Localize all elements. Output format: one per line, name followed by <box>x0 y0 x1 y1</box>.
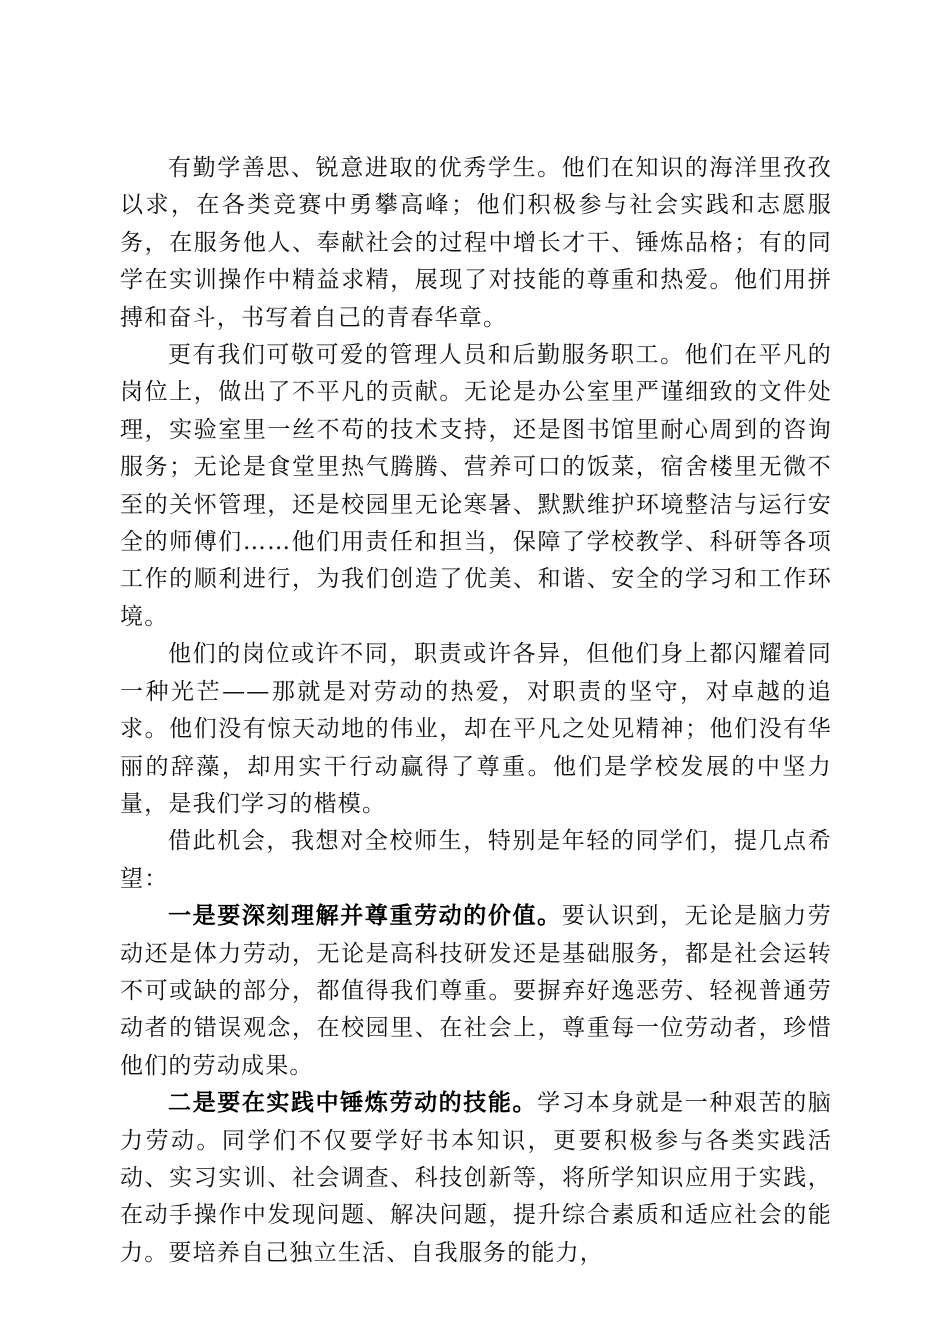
paragraph-hope-one <box>120 898 832 1085</box>
paragraph-text: 学习本身就是一种艰苦的脑力劳动。同学们不仅要学好书本知识，更要积极参与各类实践活动、实习实训、社会调查、科技创新等，将所学知识应用于实践，在动手操作中发现问题、解决问题，提升综合素质和适应社会的能力。要培养自己独立生活、自我服务的能力， <box>120 1090 833 1266</box>
paragraph-text: 借此机会，我想对全校师生，特别是年轻的同学们，提几点希望： <box>120 828 832 892</box>
paragraph-lead-bold: 二是要在实践中锤炼劳动的技能。 <box>168 1090 538 1117</box>
paragraph-text: 更有我们可敬可爱的管理人员和后勤服务职工。他们在平凡的岗位上，做出了不平凡的贡献。无论是办公室里严谨细致的文件处理，实验室里一丝不苟的技术支持，还是图书馆里耐心周到的咨询服务；无论是食堂里热气腾腾、营养可口的饭菜，宿舍楼里无微不至的关怀管理，还是校园里无论寒暑、默默维护环境整洁与运行安全的师傅们……他们用责任和担当，保障了学校教学、科研等各项工作的顺利进行，为我们创造了优美、和谐、安全的学习和工作环境。 <box>120 342 832 630</box>
paragraph-text: 要认识到，无论是脑力劳动还是体力劳动，无论是高科技研发还是基础服务，都是社会运转不可或缺的部分，都值得我们尊重。要摒弃好逸恶劳、轻视普通劳动者的错误观念，在校园里、在社会上，尊重每一位劳动者，珍惜他们的劳动成果。 <box>120 903 833 1079</box>
paragraph-excellent-students <box>120 150 832 337</box>
paragraph-text: 他们的岗位或许不同，职责或许各异，但他们身上都闪耀着同一种光芒——那就是对劳动的热爱，对职责的坚守，对卓越的追求。他们没有惊天动地的伟业，却在平凡之处见精神；他们没有华丽的辞藻，却用实干行动赢得了尊重。他们是学校发展的中坚力量，是我们学习的楷模。 <box>120 641 832 817</box>
paragraph-lead-bold: 一是要深刻理解并尊重劳动的价值。 <box>168 903 562 930</box>
document-body <box>120 150 832 1272</box>
paragraph-hope-two <box>120 1085 832 1272</box>
paragraph-common-spirit <box>120 636 832 823</box>
paragraph-staff <box>120 337 832 636</box>
paragraph-hopes-intro <box>120 823 832 898</box>
paragraph-text: 有勤学善思、锐意进取的优秀学生。他们在知识的海洋里孜孜以求，在各类竞赛中勇攀高峰；他们积极参与社会实践和志愿服务，在服务他人、奉献社会的过程中增长才干、锤炼品格；有的同学在实训操作中精益求精，展现了对技能的尊重和热爱。他们用拼搏和奋斗，书写着自己的青春华章。 <box>120 155 832 331</box>
